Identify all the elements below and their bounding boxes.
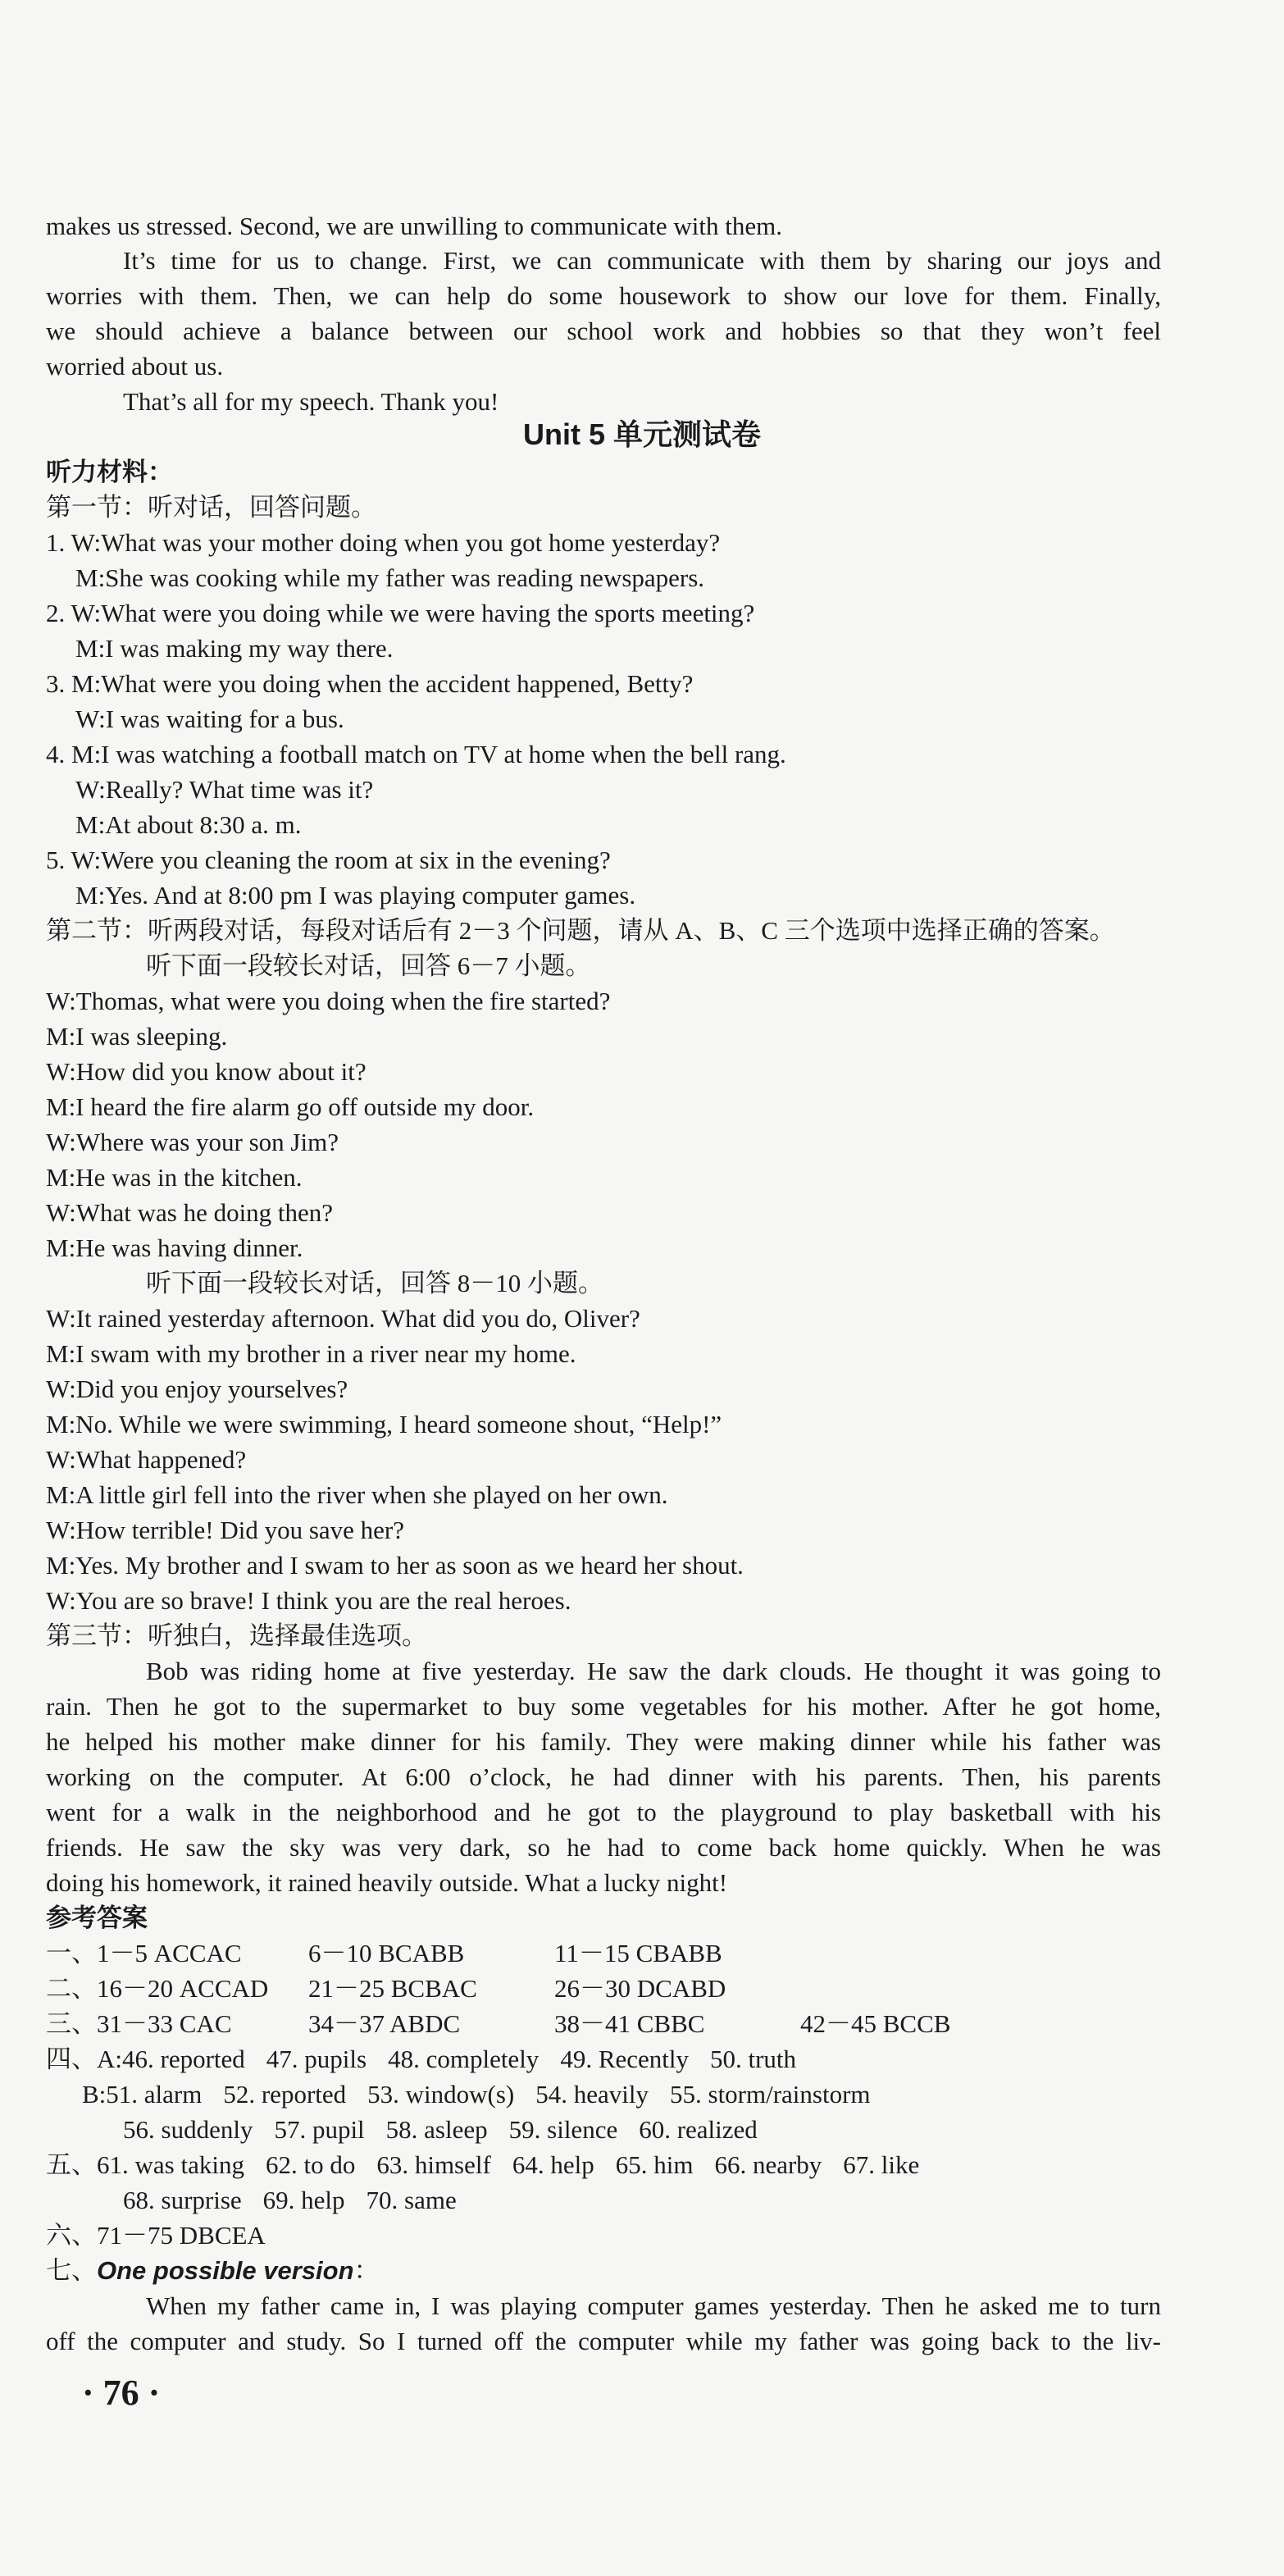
answer-cell: 65. him xyxy=(615,2150,694,2179)
dialog-line: M:Yes. My brother and I swam to her as soon as we heard her shout. xyxy=(46,1551,744,1580)
answer-prefix: 七、 xyxy=(46,2256,97,2285)
answer-cell: 62. to do xyxy=(265,2150,356,2179)
dialog-line: W:Where was your son Jim? xyxy=(46,1128,339,1156)
dialog-line: M:No. While we were swimming, I heard someone shout, “Help!” xyxy=(46,1410,722,1438)
answer-row xyxy=(46,1937,1161,1970)
dialog1-heading: 听下面一段较长对话，回答 6－7 小题。 xyxy=(146,951,591,980)
answer-cell: 54. heavily xyxy=(535,2080,649,2109)
answer-cell: 6－10 BCABB xyxy=(308,1939,465,1967)
dialog-line: 5. W:Were you cleaning the room at six in the evening? xyxy=(46,846,611,874)
answer-row xyxy=(46,1972,1161,2005)
answer-cell: 58. asleep xyxy=(385,2115,488,2144)
answer-cell: 21－25 BCBAC xyxy=(308,1974,477,2003)
intro-line: makes us stressed. Second, we are unwilling to communicate with them. xyxy=(46,212,782,240)
answer-cell: 56. suddenly xyxy=(123,2115,253,2144)
answer-cell: 五、61. was taking xyxy=(46,2150,244,2179)
monologue-line: doing his homework, it rained heavily outside. What a lucky night! xyxy=(46,1868,728,1897)
answer-cell: 47. pupils xyxy=(266,2045,367,2073)
answer-cell: 55. storm/rainstorm xyxy=(670,2080,871,2109)
intro-line: That’s all for my speech. Thank you! xyxy=(123,387,499,416)
answer-cell: 50. truth xyxy=(710,2045,797,2073)
dialog-line: W:Thomas, what were you doing when the fire started? xyxy=(46,987,611,1015)
answer-row: 六、71－75 DBCEA xyxy=(46,2221,266,2250)
intro-line: worries with them. Then, we can help do some housework to show our love for them. Finally, xyxy=(46,281,1161,310)
answer-cell: 66. nearby xyxy=(714,2150,822,2179)
answer-cell: 49. Recently xyxy=(560,2045,689,2073)
intro-line: we should achieve a balance between our school work and hobbies so that they won’t feel xyxy=(46,317,1161,345)
dialog-line: 1. W:What was your mother doing when you got home yesterday? xyxy=(46,528,721,557)
answer-cell: 60. realized xyxy=(639,2115,758,2144)
answer-row xyxy=(46,2149,1161,2182)
listening-heading: 听力材料： xyxy=(46,458,173,486)
answers-heading: 参考答案 xyxy=(46,1904,148,1932)
section3-heading: 第三节：听独白，选择最佳选项。 xyxy=(46,1621,427,1650)
unit-title: Unit 5 单元测试卷 xyxy=(522,417,761,451)
answer-cell: 59. silence xyxy=(508,2115,618,2144)
dialog-line: 4. M:I was watching a football match on TV at home when the bell rang. xyxy=(46,740,786,768)
answer-cell: 42－45 BCCB xyxy=(800,2009,951,2038)
monologue-line: friends. He saw the sky was very dark, so he had to come back home quickly. When he was xyxy=(46,1833,1161,1862)
dialog-line: W:How did you know about it? xyxy=(46,1057,367,1086)
dialog-line: W:Did you enjoy yourselves? xyxy=(46,1375,348,1403)
essay-line: off the computer and study. So I turned off the computer while my father was going back to the liv- xyxy=(46,2327,1161,2355)
answer-row xyxy=(123,2184,1238,2217)
dialog-line: M:I was making my way there. xyxy=(75,634,394,663)
dialog-line: M:A little girl fell into the river when she played on her own. xyxy=(46,1480,668,1509)
answer-row xyxy=(46,2043,1161,2076)
dialog-line: M:I heard the fire alarm go off outside my door. xyxy=(46,1092,535,1121)
dialog-line: M:She was cooking while my father was reading newspapers. xyxy=(75,563,705,592)
answer-cell: 26－30 DCABD xyxy=(554,1974,726,2003)
answer-cell: 三、31－33 CAC xyxy=(46,2009,232,2038)
answer-cell: 52. reported xyxy=(223,2080,347,2109)
answer-cell: B:51. alarm xyxy=(82,2080,203,2109)
answer-cell: 34－37 ABDC xyxy=(308,2009,461,2038)
answer-row xyxy=(82,2078,1197,2111)
dialog-line: W:What was he doing then? xyxy=(46,1198,334,1227)
answer-cell: 一、1－5 ACCAC xyxy=(46,1939,242,1967)
dialog-line: W:How terrible! Did you save her? xyxy=(46,1516,404,1544)
essay-line: When my father came in, I was playing computer games yesterday. Then he asked me to turn xyxy=(146,2291,1161,2320)
answer-cell: 70. same xyxy=(366,2186,457,2214)
section2-heading: 第二节：听两段对话，每段对话后有 2－3 个问题，请从 A、B、C 三个选项中选择正确的答案。 xyxy=(46,916,1115,945)
answer-cell: 69. help xyxy=(262,2186,345,2214)
dialog-line: W:What happened? xyxy=(46,1445,247,1474)
dialog-line: M:He was in the kitchen. xyxy=(46,1163,303,1192)
monologue-line: he helped his mother make dinner for his family. They were making dinner while his father was xyxy=(46,1727,1161,1756)
page-number: · 76 · xyxy=(82,2373,161,2413)
dialog-line: 2. W:What were you doing while we were having the sports meeting? xyxy=(46,599,755,627)
dialog-line: W:Really? What time was it? xyxy=(75,775,374,804)
answer-cell: 57. pupil xyxy=(274,2115,365,2144)
answer-cell: 48. completely xyxy=(388,2045,540,2073)
answer-cell: 四、A:46. reported xyxy=(46,2045,245,2073)
dialog-line: M:At about 8:30 a. m. xyxy=(75,810,302,839)
answer-cell: 63. himself xyxy=(376,2150,491,2179)
dialog-line: W:You are so brave! I think you are the real heroes. xyxy=(46,1586,571,1615)
dialog-line: W:It rained yesterday afternoon. What did you do, Oliver? xyxy=(46,1304,640,1333)
dialog-line: 3. M:What were you doing when the accident happened, Betty? xyxy=(46,669,694,698)
dialog-line: M:I swam with my brother in a river near my home. xyxy=(46,1339,576,1368)
answer-cell: 67. like xyxy=(843,2150,920,2179)
monologue-line: went for a walk in the neighborhood and he got to the playground to play basketball with his xyxy=(46,1798,1161,1826)
section1-heading: 第一节：听对话，回答问题。 xyxy=(46,493,376,522)
monologue-line: Bob was riding home at five yesterday. He saw the dark clouds. He thought it was going to xyxy=(146,1657,1161,1685)
intro-line: It’s time for us to change. First, we can communicate with them by sharing our joys and xyxy=(123,246,1161,275)
answer-cell: 二、16－20 ACCAD xyxy=(46,1974,269,2003)
answer-suffix: ： xyxy=(353,2256,380,2285)
intro-line: worried about us. xyxy=(46,352,224,381)
dialog-line: W:I was waiting for a bus. xyxy=(75,704,344,733)
answer-cell: 53. window(s) xyxy=(367,2080,515,2109)
monologue-line: rain. Then he got to the supermarket to buy some vegetables for his mother. After he got home, xyxy=(46,1692,1161,1721)
dialog2-heading: 听下面一段较长对话，回答 8－10 小题。 xyxy=(146,1269,603,1297)
answer-cell: 64. help xyxy=(512,2150,594,2179)
answer-row xyxy=(46,2008,1161,2040)
answer-cell: 68. surprise xyxy=(123,2186,242,2214)
dialog-line: M:He was having dinner. xyxy=(46,1233,303,1262)
monologue-line: working on the computer. At 6:00 o’clock, he had dinner with his parents. Then, his parents xyxy=(46,1762,1161,1791)
essay-label: One possible version xyxy=(97,2256,354,2285)
answer-cell: 11－15 CBABB xyxy=(554,1939,722,1967)
answer-row xyxy=(46,2255,1161,2287)
dialog-line: M:Yes. And at 8:00 pm I was playing computer games. xyxy=(75,881,636,910)
dialog-line: M:I was sleeping. xyxy=(46,1022,228,1051)
answer-row xyxy=(123,2113,1238,2146)
answer-cell: 38－41 CBBC xyxy=(554,2009,705,2038)
